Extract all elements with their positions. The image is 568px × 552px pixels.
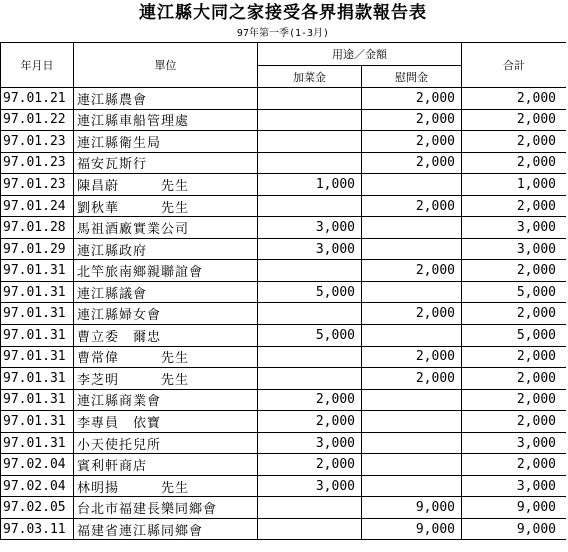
cell-condolence — [362, 325, 462, 347]
cell-date: 97.02.05 — [1, 497, 74, 519]
cell-condolence: 2,000 — [362, 131, 462, 153]
cell-add-dish — [258, 131, 362, 153]
cell-total: 2,000 — [462, 454, 567, 476]
table-row — [1, 325, 567, 347]
cell-add-dish — [258, 109, 362, 131]
table-row — [1, 109, 567, 131]
cell-condolence: 2,000 — [362, 368, 462, 390]
cell-total: 2,000 — [462, 346, 567, 368]
cell-date: 97.01.22 — [1, 109, 74, 131]
table-row — [1, 346, 567, 368]
report-title: 連江縣大同之家接受各界捐款報告表 — [139, 3, 427, 23]
table-row — [1, 475, 567, 497]
cell-condolence — [362, 411, 462, 433]
header-add-dish: 加菜金 — [258, 66, 362, 88]
cell-add-dish: 3,000 — [258, 432, 362, 454]
cell-date: 97.01.21 — [1, 88, 74, 110]
cell-unit: 小天使托兒所 — [74, 432, 258, 454]
report-subtitle: 97年第一季(1-3月) — [236, 28, 330, 39]
cell-unit: 劉秋華 先生 — [74, 195, 258, 217]
cell-total: 2,000 — [462, 131, 567, 153]
cell-condolence: 2,000 — [362, 303, 462, 325]
table-row — [1, 238, 567, 260]
cell-condolence — [362, 281, 462, 303]
cell-unit: 連江縣婦女會 — [74, 303, 258, 325]
cell-total: 5,000 — [462, 325, 567, 347]
cell-total: 3,000 — [462, 217, 567, 239]
cell-total: 5,000 — [462, 281, 567, 303]
cell-unit: 台北市福建長樂同鄉會 — [74, 497, 258, 519]
cell-condolence — [362, 454, 462, 476]
table-row — [1, 131, 567, 153]
header-condolence: 慰問金 — [362, 66, 462, 88]
table-row — [1, 217, 567, 239]
cell-add-dish: 5,000 — [258, 281, 362, 303]
cell-unit: 福建省連江縣同鄉會 — [74, 518, 258, 540]
cell-total: 9,000 — [462, 497, 567, 519]
cell-date: 97.02.04 — [1, 454, 74, 476]
cell-add-dish — [258, 303, 362, 325]
cell-unit: 連江縣衛生局 — [74, 131, 258, 153]
cell-date: 97.01.31 — [1, 368, 74, 390]
cell-total: 3,000 — [462, 432, 567, 454]
cell-total: 2,000 — [462, 303, 567, 325]
cell-condolence — [362, 217, 462, 239]
cell-unit: 賓利軒商店 — [74, 454, 258, 476]
cell-condolence: 2,000 — [362, 260, 462, 282]
cell-unit: 李專員 依寶 — [74, 411, 258, 433]
cell-total: 2,000 — [462, 152, 567, 174]
cell-add-dish: 5,000 — [258, 325, 362, 347]
table-row — [1, 368, 567, 390]
table-row — [1, 389, 567, 411]
table-row — [1, 152, 567, 174]
cell-date: 97.02.04 — [1, 475, 74, 497]
cell-date: 97.01.23 — [1, 131, 74, 153]
cell-unit: 連江縣政府 — [74, 238, 258, 260]
cell-date: 97.01.31 — [1, 303, 74, 325]
cell-total: 2,000 — [462, 368, 567, 390]
table-row — [1, 281, 567, 303]
cell-unit: 曹立委 爾忠 — [74, 325, 258, 347]
header-total: 合計 — [462, 43, 567, 88]
cell-add-dish: 2,000 — [258, 454, 362, 476]
cell-unit: 林明揚 先生 — [74, 475, 258, 497]
cell-condolence — [362, 389, 462, 411]
cell-add-dish — [258, 497, 362, 519]
cell-date: 97.01.28 — [1, 217, 74, 239]
table-row — [1, 88, 567, 110]
cell-add-dish — [258, 518, 362, 540]
cell-add-dish — [258, 88, 362, 110]
cell-add-dish: 2,000 — [258, 389, 362, 411]
cell-unit: 連江縣議會 — [74, 281, 258, 303]
table-row — [1, 411, 567, 433]
header-usage-amount: 用途／金額 — [258, 43, 462, 66]
cell-condolence: 9,000 — [362, 518, 462, 540]
cell-unit: 馬祖酒廠實業公司 — [74, 217, 258, 239]
cell-condolence: 2,000 — [362, 88, 462, 110]
cell-condolence: 2,000 — [362, 346, 462, 368]
cell-unit: 連江縣車船管理處 — [74, 109, 258, 131]
cell-date: 97.01.31 — [1, 260, 74, 282]
table-row — [1, 497, 567, 519]
cell-total: 2,000 — [462, 389, 567, 411]
cell-unit: 陳昌蔚 先生 — [74, 174, 258, 196]
cell-condolence — [362, 475, 462, 497]
cell-total: 3,000 — [462, 475, 567, 497]
cell-date: 97.01.23 — [1, 152, 74, 174]
donation-table — [0, 42, 567, 540]
cell-date: 97.01.31 — [1, 325, 74, 347]
cell-add-dish — [258, 368, 362, 390]
table-row — [1, 432, 567, 454]
cell-add-dish: 3,000 — [258, 475, 362, 497]
cell-total: 2,000 — [462, 88, 567, 110]
cell-date: 97.01.31 — [1, 346, 74, 368]
cell-condolence — [362, 174, 462, 196]
cell-unit: 連江縣農會 — [74, 88, 258, 110]
cell-add-dish: 3,000 — [258, 238, 362, 260]
cell-condolence — [362, 432, 462, 454]
table-row — [1, 518, 567, 540]
header-unit: 單位 — [74, 43, 258, 88]
cell-condolence: 9,000 — [362, 497, 462, 519]
cell-add-dish — [258, 195, 362, 217]
donation-rows — [1, 88, 567, 540]
cell-total: 9,000 — [462, 518, 567, 540]
cell-unit: 曹常偉 先生 — [74, 346, 258, 368]
cell-unit: 連江縣商業會 — [74, 389, 258, 411]
cell-total: 3,000 — [462, 238, 567, 260]
cell-total: 2,000 — [462, 109, 567, 131]
table-row — [1, 174, 567, 196]
cell-add-dish: 1,000 — [258, 174, 362, 196]
cell-date: 97.01.31 — [1, 411, 74, 433]
cell-add-dish — [258, 346, 362, 368]
cell-add-dish — [258, 260, 362, 282]
cell-condolence: 2,000 — [362, 152, 462, 174]
table-row — [1, 303, 567, 325]
cell-unit: 李芝明 先生 — [74, 368, 258, 390]
cell-unit: 福安瓦斯行 — [74, 152, 258, 174]
cell-date: 97.01.24 — [1, 195, 74, 217]
table-row — [1, 195, 567, 217]
cell-add-dish: 3,000 — [258, 217, 362, 239]
cell-total: 1,000 — [462, 174, 567, 196]
table-row — [1, 260, 567, 282]
cell-total: 2,000 — [462, 411, 567, 433]
cell-date: 97.03.11 — [1, 518, 74, 540]
header-date: 年月日 — [1, 43, 74, 88]
cell-date: 97.01.23 — [1, 174, 74, 196]
cell-add-dish: 2,000 — [258, 411, 362, 433]
cell-total: 2,000 — [462, 195, 567, 217]
cell-date: 97.01.29 — [1, 238, 74, 260]
table-row — [1, 454, 567, 476]
cell-total: 2,000 — [462, 260, 567, 282]
cell-date: 97.01.31 — [1, 281, 74, 303]
cell-condolence: 2,000 — [362, 195, 462, 217]
cell-add-dish — [258, 152, 362, 174]
cell-condolence — [362, 238, 462, 260]
cell-unit: 北竿旅南鄉親聯誼會 — [74, 260, 258, 282]
cell-condolence: 2,000 — [362, 109, 462, 131]
cell-date: 97.01.31 — [1, 389, 74, 411]
cell-date: 97.01.31 — [1, 432, 74, 454]
